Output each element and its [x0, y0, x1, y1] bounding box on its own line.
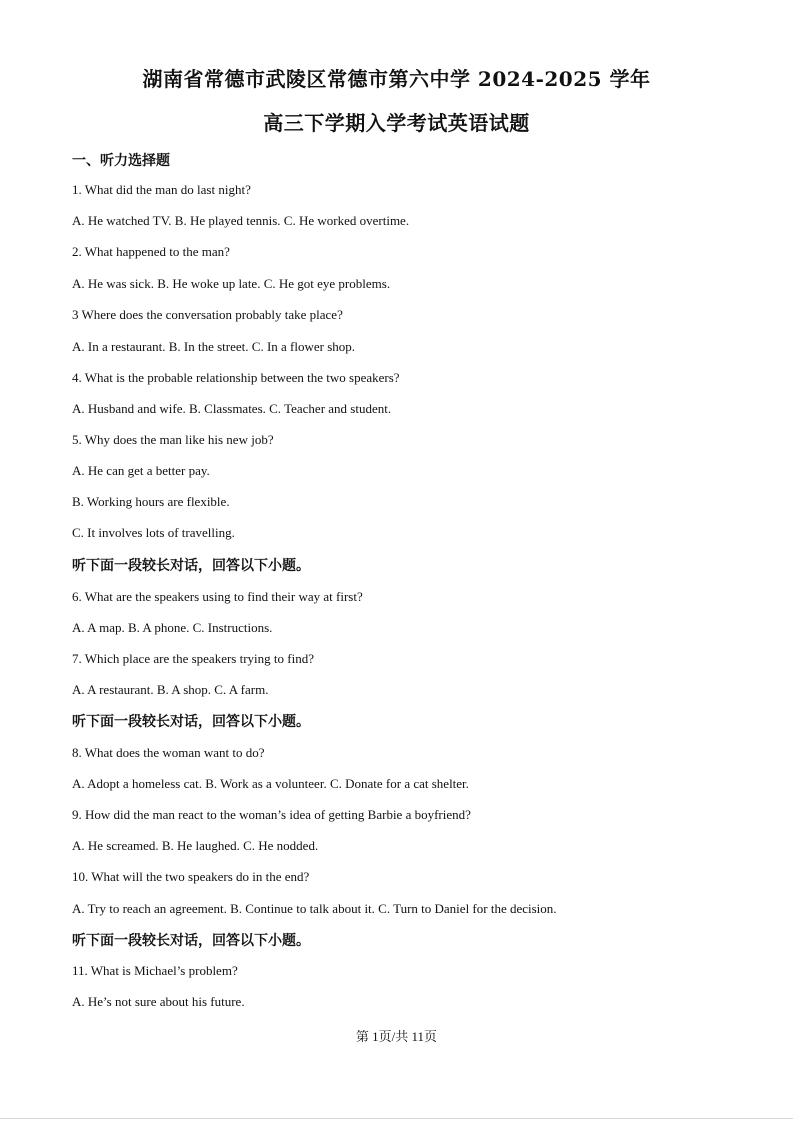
question-5: 5. Why does the man like his new job? [72, 432, 274, 447]
option-5c: C. It involves lots of travelling. [72, 525, 235, 540]
question-10: 10. What will the two speakers do in the end? [72, 869, 310, 884]
question-1: 1. What did the man do last night? [72, 182, 251, 197]
options-8: A. Adopt a homeless cat. B. Work as a volunteer. C. Donate for a cat shelter. [72, 776, 469, 791]
section-heading: 一、听力选择题 [72, 153, 170, 169]
sub-heading-3: 听下面一段较长对话，回答以下小题。 [72, 933, 310, 949]
question-3: 3 Where does the conversation probably take place? [72, 307, 343, 322]
sub-heading-2: 听下面一段较长对话，回答以下小题。 [72, 714, 310, 730]
document-title-line1: 湖南省常德市武陵区常德市第六中学 2024-2025 学年 [142, 67, 651, 91]
option-11a: A. He’s not sure about his future. [72, 994, 245, 1009]
sub-heading-1: 听下面一段较长对话，回答以下小题。 [72, 558, 310, 574]
page-bottom-divider [0, 1118, 793, 1119]
question-6: 6. What are the speakers using to find their way at first? [72, 589, 363, 604]
options-3: A. In a restaurant. B. In the street. C. In a flower shop. [72, 339, 356, 354]
question-9: 9. How did the man react to the woman’s idea of getting Barbie a boyfriend? [72, 807, 471, 822]
options-1: A. He watched TV. B. He played tennis. C. He worked overtime. [72, 213, 410, 228]
options-7: A. A restaurant. B. A shop. C. A farm. [72, 682, 269, 697]
options-9: A. He screamed. B. He laughed. C. He nodded. [72, 838, 319, 853]
question-11: 11. What is Michael’s problem? [72, 963, 238, 978]
question-4: 4. What is the probable relationship between the two speakers? [72, 370, 400, 385]
question-8: 8. What does the woman want to do? [72, 745, 265, 760]
option-5b: B. Working hours are flexible. [72, 494, 230, 509]
page-footer: 第 1页/共 11页 [355, 1029, 438, 1044]
question-2: 2. What happened to the man? [72, 244, 230, 259]
options-2: A. He was sick. B. He woke up late. C. He got eye problems. [72, 276, 391, 291]
option-5a: A. He can get a better pay. [72, 463, 210, 478]
options-4: A. Husband and wife. B. Classmates. C. Teacher and student. [72, 401, 392, 416]
options-6: A. A map. B. A phone. C. Instructions. [72, 620, 273, 635]
question-7: 7. Which place are the speakers trying to find? [72, 651, 314, 666]
document-title-line2: 高三下学期入学考试英语试题 [263, 111, 530, 135]
options-10: A. Try to reach an agreement. B. Continue to talk about it. C. Turn to Daniel for the decision. [72, 901, 557, 916]
